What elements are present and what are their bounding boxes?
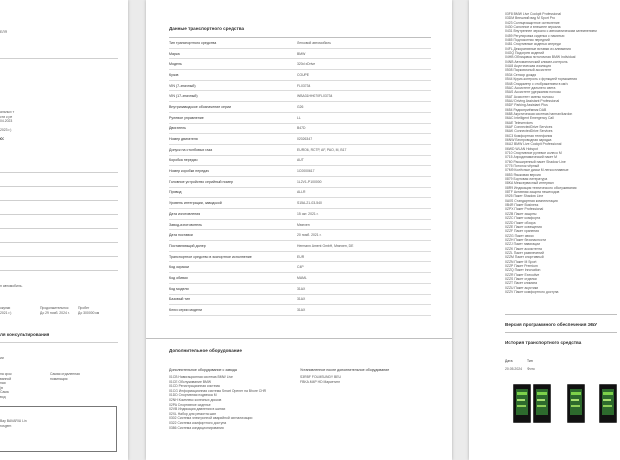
- vehicle-data-row: [169, 305, 431, 316]
- option-item: 06WD WLAN Hotspot: [505, 146, 538, 151]
- section-title: Дополнительное оборудование: [169, 348, 242, 353]
- equipment-item: 01CE Обслуживание BMW: [169, 379, 212, 384]
- option-item: 0508 Парковочный ассистент: [505, 68, 552, 73]
- option-item: 0465 Подлокотник передний: [505, 38, 550, 43]
- row-value: 31AX: [297, 308, 306, 313]
- option-item: 0ZZU Пакет акустики: [505, 285, 539, 290]
- option-item: 0ZZE Пакет освещения: [505, 224, 542, 229]
- section-fragment: о:: [0, 136, 5, 142]
- history-type: Фото: [527, 367, 535, 371]
- vehicle-data-row: [169, 91, 431, 102]
- row-label: Номер коробки передач: [169, 169, 210, 174]
- row-label: Марка: [169, 51, 180, 56]
- vehicle-data-row: [169, 156, 431, 167]
- text-fragment: Bay BAVARIU Lin: [0, 419, 27, 423]
- term-value: 2021 г.): [0, 310, 12, 315]
- history-row[interactable]: [505, 367, 617, 371]
- text-fragment: альных т: [0, 110, 15, 114]
- row-label: Коробка передач: [169, 158, 198, 163]
- text-fragment: ЕЛЯ: [0, 30, 7, 34]
- vehicle-data-row: [169, 284, 431, 295]
- vehicle-data-row: [169, 273, 431, 284]
- vehicle-data-row: [169, 241, 431, 252]
- row-label: Транспортное средство в экспортное исполнение: [169, 254, 252, 259]
- option-item: 0ZZR Пакет Executive: [505, 272, 540, 277]
- row-label: VIN (17-значный): [169, 94, 198, 99]
- equipment-item: S3RBF FOLMSUNDY BEU: [300, 375, 342, 379]
- row-label: Номер двигателя: [169, 137, 198, 142]
- history-date: 20.05.2024: [505, 367, 522, 371]
- option-item: 04U8 Акустическая изоляция: [505, 64, 551, 69]
- row-label: Базовый тип: [169, 297, 191, 302]
- vehicle-data-row: [169, 188, 431, 199]
- vehicle-data-row: [169, 59, 431, 70]
- row-value: Легковой автомобиль: [297, 40, 332, 45]
- term-value: До 300000 км: [78, 310, 100, 315]
- row-label: Код модели: [169, 286, 189, 291]
- factory-options-column: [169, 368, 300, 430]
- divider: [0, 270, 118, 271]
- vehicle-data-row: [169, 38, 431, 49]
- vehicle-data-row: [169, 230, 431, 241]
- option-item: 05DF Parking Assistant Plus: [505, 103, 548, 108]
- option-item: 0879 Бортовая литература: [505, 177, 548, 182]
- equipment-item: 01CB Навигационная система BMW Live: [169, 375, 233, 379]
- text-fragment: сти к ре: [0, 114, 13, 119]
- option-item: 0431 Внутреннее зеркало с автоматическим затемнением: [505, 29, 597, 34]
- option-item: 0715 Аэродинамический пакет M: [505, 155, 557, 160]
- divider: [0, 58, 118, 59]
- option-item: 06U2 BMW Live Cockpit Professional: [505, 142, 562, 147]
- row-value: C4P: [297, 265, 304, 270]
- row-value: Hermann Ament GmbH, Мюнхен, DE: [297, 243, 354, 248]
- option-item: 05AS Ассистент удержания полосы: [505, 90, 561, 95]
- option-item: 0B4R Пакет Business: [505, 203, 539, 208]
- option-item: 04HB Облицовка потолочная BMW Individual: [505, 55, 576, 60]
- consult-section: [0, 332, 118, 337]
- option-item: 0ZZD Пакет обзора: [505, 220, 536, 225]
- row-value: BMW: [297, 51, 306, 56]
- column-header-type: Тип: [527, 359, 533, 363]
- option-item: 0ZZK Пакет ассистента: [505, 246, 542, 251]
- option-item: 06AE Teleservices: [505, 120, 533, 125]
- row-value: MAML: [297, 275, 307, 280]
- vehicle-data-row: [169, 262, 431, 273]
- retrofit-options-column: [300, 368, 431, 430]
- option-item: 0760 Расширенный пакет Shadow Line: [505, 159, 566, 164]
- text-fragment: вод: [0, 394, 6, 399]
- vehicle-data-table: [169, 26, 431, 316]
- divider: [0, 200, 118, 201]
- row-value: 31AX: [297, 286, 306, 291]
- divider: [0, 256, 118, 257]
- row-label: Внутризаводское обозначение серии: [169, 104, 232, 109]
- equipment-item: 0386 Система кондиционирования: [169, 425, 224, 430]
- divider: [0, 242, 118, 243]
- row-label: Код окраски: [169, 265, 190, 270]
- option-item: 0ZZT Пакет климата: [505, 281, 538, 286]
- term-label: окупки: [0, 306, 11, 310]
- column-title: Дополнительное оборудование с завода: [169, 368, 237, 372]
- page1-fragment-b: [0, 284, 118, 289]
- row-label: Кузов: [169, 72, 179, 77]
- text-fragment: н автомобиль.: [0, 284, 23, 288]
- row-value: 02026347: [297, 137, 313, 142]
- term-row: [0, 306, 118, 315]
- row-label: VIN (7-значный): [169, 83, 196, 88]
- row-label: Привод: [169, 190, 182, 195]
- photo-thumbnail[interactable]: [533, 384, 551, 423]
- text-fragment: ии: [0, 356, 4, 360]
- option-item: 06NW Беспроводная зарядка: [505, 137, 552, 142]
- option-item: 06AF ConnectedDrive Services: [505, 124, 553, 129]
- divider: [0, 214, 118, 215]
- consult-rows: [0, 372, 118, 400]
- equipment-item: 01DD Спортивная подвеска M: [169, 393, 217, 398]
- options-list: [505, 12, 617, 294]
- vehicle-data-row: [169, 177, 431, 188]
- option-item: 0ZZV Пакет комфортного доступа: [505, 290, 559, 294]
- option-item: 0654 Радиоприёмник DAB: [505, 107, 547, 112]
- vehicle-data-row: [169, 145, 431, 156]
- option-item: 0534 Сенсор дождя: [505, 72, 537, 77]
- equipment-item: 02XL Набор для ремонта шин: [169, 411, 217, 416]
- option-item: 06AK ConnectedDrive Services: [505, 129, 553, 134]
- option-item: 0423 Солнцезащитное остекление: [505, 20, 560, 25]
- divider: [505, 332, 617, 333]
- row-value: WBA31HH070FL03734: [297, 94, 333, 99]
- divider: [0, 342, 118, 343]
- row-label: Модель: [169, 62, 182, 67]
- row-label: Дата поставки: [169, 233, 193, 238]
- row-value: 15 окт. 2021 г.: [297, 211, 319, 216]
- text-fragment: (в: [0, 385, 3, 390]
- row-label: Код обивки: [169, 275, 188, 280]
- option-item: 0925 Пакет Shadow Line: [505, 194, 544, 199]
- vehicle-history-section: [505, 340, 617, 371]
- option-item: 0544 Круиз-контроль с функцией торможения: [505, 77, 578, 82]
- equipment-item: FBKA.M4P HD Маркетинг: [300, 379, 340, 384]
- vehicle-data-row: [169, 295, 431, 306]
- equipment-item: 0322 Система комфортного доступа: [169, 420, 227, 425]
- section-title: ля консультирования: [0, 332, 50, 337]
- row-value: Мюнхен: [297, 222, 310, 227]
- text-fragment: Сама: [0, 390, 9, 395]
- row-label: Уровень интеграции, заводской: [169, 201, 222, 206]
- row-value: ALLR: [297, 190, 306, 195]
- option-item: 04GQ Подогрев сидений: [505, 51, 544, 56]
- option-item: 0430 Салонное и внешнее зеркала: [505, 25, 561, 30]
- option-item: 0ZZN Пакет M Sport: [505, 259, 537, 264]
- row-value: EUR: [297, 254, 305, 259]
- text-fragment: на срок: [0, 372, 12, 376]
- equipment-item: 02NH Комплекс колесных дисков: [169, 397, 222, 402]
- document-page-2: [146, 0, 452, 460]
- page1-fragment-mid: [0, 110, 118, 141]
- row-label: Допуск на столбовых газа: [169, 147, 213, 152]
- text-fragment: 04.2023: [0, 119, 13, 124]
- page1-fragment-tail: [0, 356, 118, 361]
- document-page-1: [0, 0, 128, 460]
- text-fragment: 2023 г.): [0, 127, 12, 132]
- equipment-item: 0302 Система электронной аварийной сигнализации: [169, 416, 253, 421]
- photo-thumbnails: [505, 380, 620, 426]
- column-header-date: Дата: [505, 359, 513, 363]
- option-item: 0853 Языковая версия: [505, 172, 541, 177]
- option-item: 05AC Ассистент дальнего света: [505, 85, 556, 90]
- section-title: Данные транспортного средства: [169, 26, 245, 31]
- vehicle-data-row: [169, 220, 431, 231]
- option-item: 0ZZG Пакет связи: [505, 233, 534, 238]
- option-item: 0ZPX Пакет Professional: [505, 207, 544, 212]
- row-value: AUT: [297, 158, 304, 163]
- option-item: 0ZZS Пакет отделки: [505, 276, 537, 281]
- option-item: 0ZZB Пакет защиты: [505, 211, 537, 216]
- vehicle-data-row: [169, 81, 431, 92]
- vehicle-data-row: [169, 124, 431, 135]
- row-label: Завод-изготовитель: [169, 222, 203, 227]
- vehicle-data-row: [169, 70, 431, 81]
- option-item: 0548 Спидометр с отображением в км/ч: [505, 81, 568, 86]
- option-item: 0ZZF Пакет хранения: [505, 229, 539, 234]
- option-item: 0775 Потолок чёрный: [505, 164, 540, 169]
- option-item: 0710 Спортивное рулевое колесо M: [505, 151, 562, 155]
- option-item: 0ZZC Пакет комфорта: [505, 216, 541, 221]
- option-item: 06AC Intelligent Emergency Call: [505, 116, 554, 121]
- option-item: 03F8 BMW Live Cockpit Professional: [505, 12, 561, 16]
- row-label: Головное устройство серийный номер: [169, 179, 233, 184]
- row-label: Поставляющий дилер: [169, 243, 206, 248]
- row-value: 1C0000617: [297, 169, 315, 174]
- vehicle-data-row: [169, 209, 431, 220]
- software-version-title: Версия программного обеспечения ЭБУ: [505, 322, 597, 327]
- text-fragment: Самая отдаленная: [50, 372, 80, 376]
- row-value: 1L2V1-P100000: [297, 179, 322, 184]
- row-value: EURO6, RCTP, AF, PAO, M, B17: [297, 147, 347, 152]
- option-item: 0ZZH Пакет безопасности: [505, 237, 546, 242]
- photo-thumbnail[interactable]: [567, 384, 585, 423]
- text-fragment: номинация: [50, 376, 68, 381]
- option-item: 07M9 Колёсные диски M легкосплавные: [505, 168, 569, 173]
- row-value: S15A-21-03-540: [297, 201, 322, 206]
- option-item: 0ZZL Пакет развлечений: [505, 250, 544, 255]
- option-item: 05AT Ассистент смены полосы: [505, 94, 554, 99]
- vehicle-data-row: [169, 49, 431, 60]
- row-label: Ключ серии модели: [169, 308, 202, 313]
- divider: [0, 228, 118, 229]
- option-item: 0ZZJ Пакет навигации: [505, 242, 541, 247]
- option-item: 0688 Акустическая система harman/kardon: [505, 111, 573, 116]
- divider: [505, 314, 617, 315]
- photo-thumbnail[interactable]: [599, 384, 617, 423]
- signature-box: [0, 406, 117, 452]
- vehicle-data-row: [169, 113, 431, 124]
- option-item: 0ZZM Пакет спортивный: [505, 255, 544, 260]
- equipment-item: 01CD Регистрационная система: [169, 384, 220, 389]
- document-page-3: [469, 0, 620, 460]
- row-value: LL: [297, 115, 301, 120]
- row-value: COUPE: [297, 72, 310, 77]
- page1-fragment-top: [0, 30, 118, 35]
- option-item: 08KA Межсервисный интервал: [505, 181, 554, 186]
- option-item: 0481 Спортивные сиденья спереди: [505, 42, 561, 47]
- option-item: 05AU Driving Assistant Professional: [505, 98, 560, 103]
- option-item: 08TF Активная защита пешеходов: [505, 190, 560, 195]
- equipment-item: 02VB Индикация давления в шинах: [169, 407, 226, 412]
- row-value: 320d xDrive: [297, 62, 316, 67]
- row-label: Рулевое управление: [169, 115, 204, 120]
- option-item: 03DM Внешний вид M Sport Pro: [505, 16, 556, 21]
- column-title: Установленное после дополнительное оборудование: [300, 368, 390, 372]
- section-title: История транспортного средства: [505, 340, 582, 345]
- text-fragment: rosgem: [0, 423, 12, 428]
- photo-thumbnail[interactable]: [513, 384, 531, 423]
- option-item: 06C3 Комфортная телефония: [505, 133, 553, 138]
- row-label: Дата изготовления: [169, 211, 201, 216]
- row-value: B47D: [297, 126, 306, 131]
- option-item: 0459 Регулировка сиденья с памятью: [505, 33, 565, 38]
- row-label: Тип транспортного средства: [169, 40, 217, 45]
- row-value: 20 нояб. 2021 г.: [297, 233, 322, 238]
- row-value: G26: [297, 104, 304, 109]
- vehicle-data-row: [169, 252, 431, 263]
- option-item: 04NB Автоматический климат-контроль: [505, 59, 568, 64]
- option-item: 08R9 Индикация технического обслуживания: [505, 185, 577, 190]
- term-value: До 29 нояб. 2024 г.: [40, 310, 70, 315]
- vehicle-data-row: [169, 102, 431, 113]
- divider: [0, 172, 118, 173]
- text-fragment: ванной: [0, 376, 12, 381]
- equipment-item: 01CG Информационная система Smart Opener на Bhore CHR: [169, 388, 267, 393]
- vehicle-data-row: [169, 134, 431, 145]
- option-item: 0A0S Стандартная комплектация: [505, 198, 558, 203]
- term-label: Пробег: [78, 306, 90, 310]
- text-fragment: пая: [0, 381, 6, 386]
- equipment-item: 02PA Спортивное сиденье: [169, 402, 211, 407]
- row-value: FL03734: [297, 83, 311, 88]
- option-item: 04FL Декоративные вставки из алюминия: [505, 46, 571, 51]
- vehicle-data-row: [169, 166, 431, 177]
- option-item: 0ZZP Пакет Premium: [505, 263, 538, 268]
- vehicle-data-row: [169, 198, 431, 209]
- divider: [0, 186, 118, 187]
- option-item: 0ZZQ Пакет Innovation: [505, 268, 541, 273]
- row-label: Двигатель: [169, 126, 186, 131]
- equipment-section: [169, 348, 431, 430]
- row-value: 31AX: [297, 297, 306, 302]
- term-label: Продолжительнос: [40, 306, 69, 310]
- divider: [146, 338, 452, 339]
